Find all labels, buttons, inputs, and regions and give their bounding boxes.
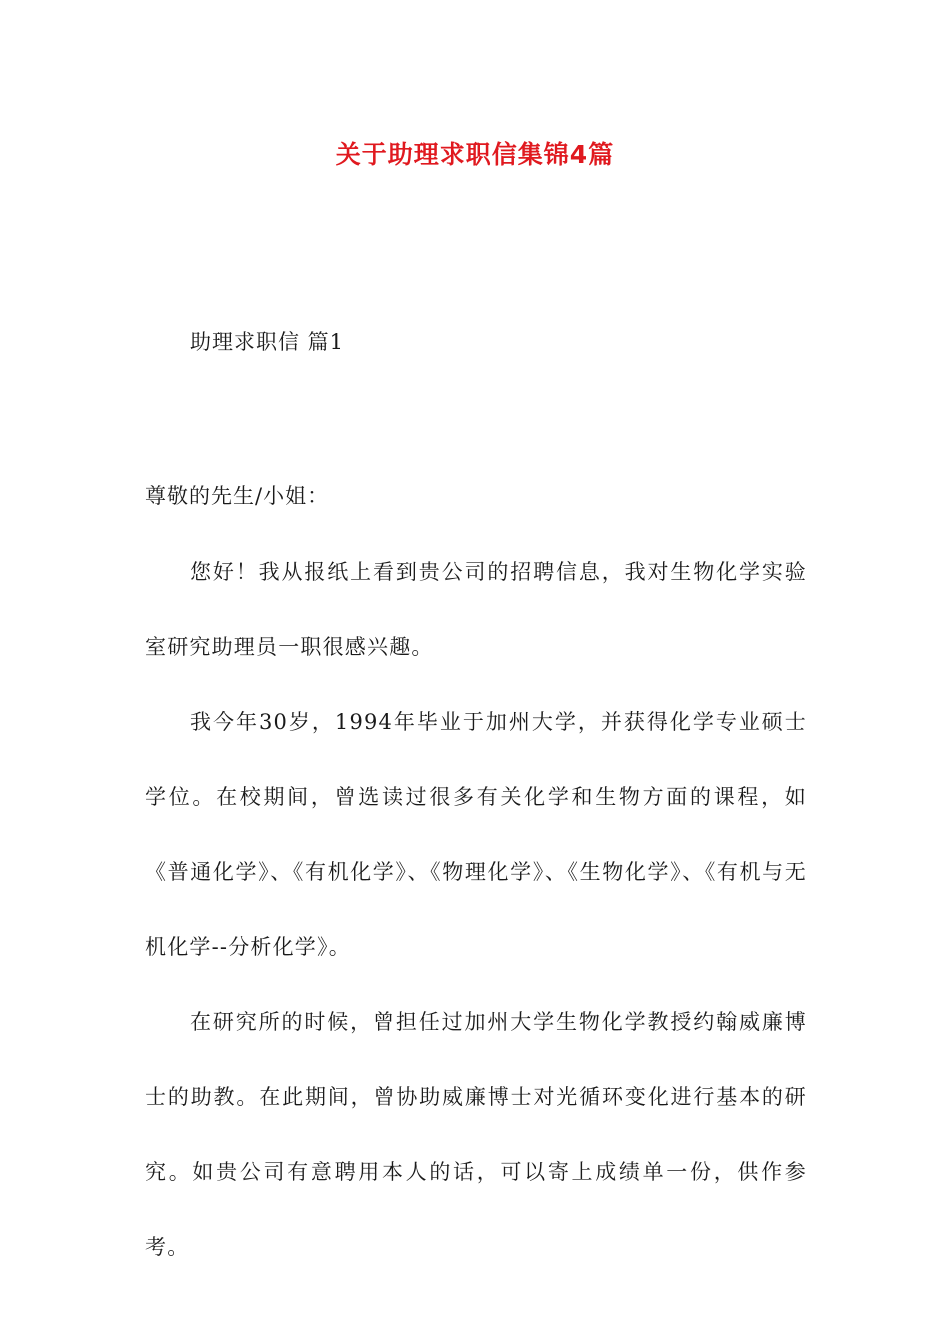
salutation: 尊敬的先生/小姐： — [145, 484, 330, 508]
paragraph-2: 我今年30岁，1994年毕业于加州大学，并获得化学专业硕士学位。在校期间，曾选读过很多有关化学和生物方面的课程，如《普通化学》、《有机化学》、《物理化学》、《生物化学》、《有机与无机化学--分析化学》。 — [145, 710, 807, 959]
document-title: 关于助理求职信集锦4篇 — [335, 140, 615, 169]
paragraph-3: 在研究所的时候，曾担任过加州大学生物化学教授约翰威廉博士的助教。在此期间，曾协助威廉博士对光循环变化进行基本的研究。如贵公司有意聘用本人的话，可以寄上成绩单一份，供作参考。 — [145, 1010, 807, 1259]
paragraph-1: 您好！我从报纸上看到贵公司的招聘信息，我对生物化学实验室研究助理员一职很感兴趣。 — [145, 560, 807, 659]
section-heading: 助理求职信 篇1 — [190, 330, 345, 354]
